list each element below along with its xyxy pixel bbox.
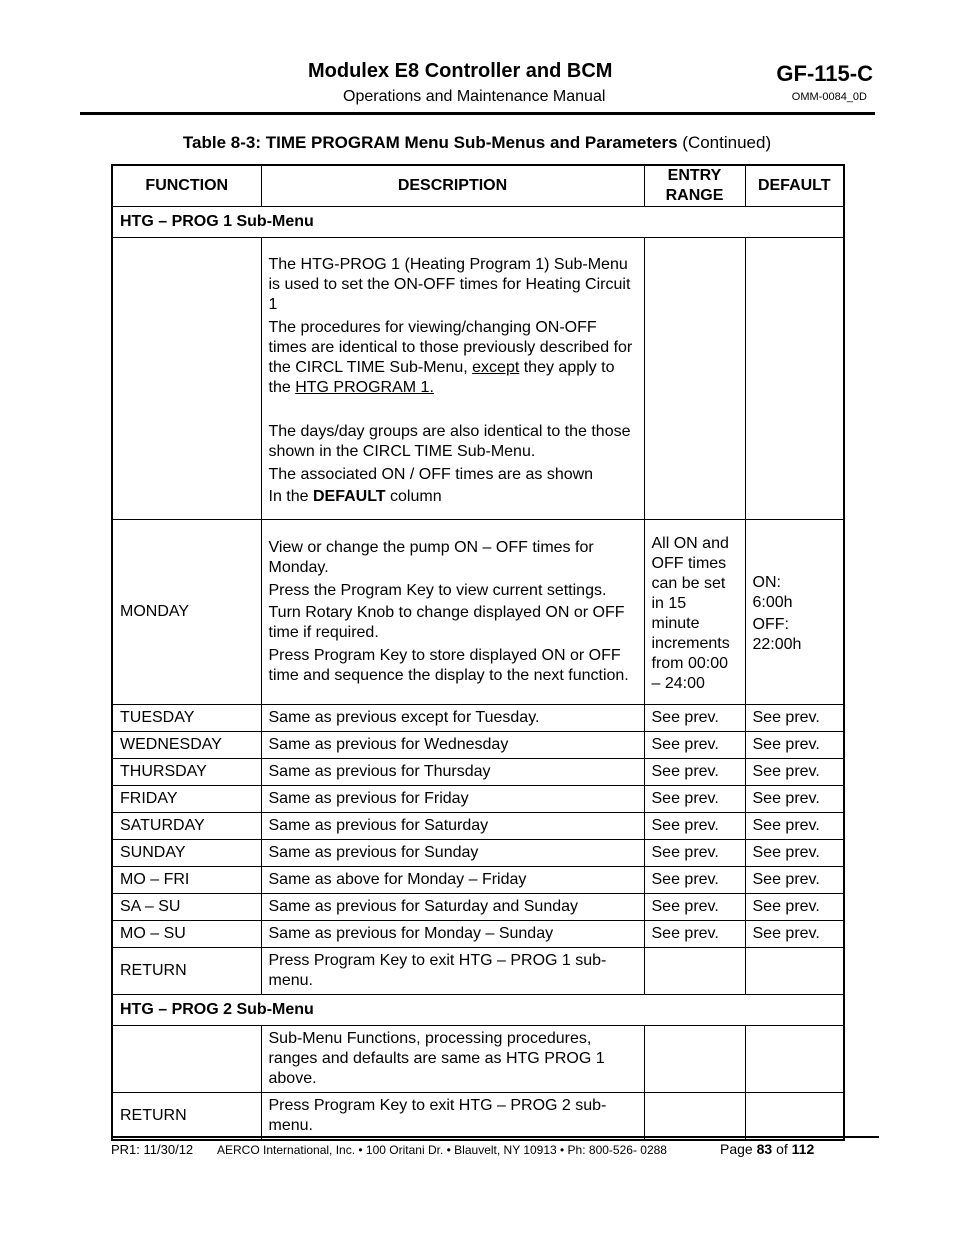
intro-p5-text-b: column xyxy=(390,487,442,505)
monday-desc-1: View or change the pump ON – OFF times for Monday. xyxy=(268,539,594,576)
return2-description: Press Program Key to exit HTG – PROG 2 sub-menu. xyxy=(261,1093,644,1140)
document-title: Modulex E8 Controller and BCM xyxy=(308,60,613,82)
intro-function xyxy=(112,238,261,520)
footer-page: 83 xyxy=(756,1141,773,1157)
row-default: See prev. xyxy=(745,921,844,948)
row-function: SATURDAY xyxy=(112,813,261,840)
intro-default xyxy=(745,238,844,520)
table-row xyxy=(112,921,844,948)
table-row xyxy=(112,840,844,867)
header-default: DEFAULT xyxy=(745,165,844,207)
monday-desc-2: Press the Program Key to view current settings. xyxy=(268,582,607,599)
page-header xyxy=(80,58,875,115)
document-revision: OMM-0084_0D xyxy=(791,91,867,103)
header-entry-range-line1: ENTRY xyxy=(667,167,722,184)
row-description: Same as previous for Friday xyxy=(261,786,644,813)
footer-page-number xyxy=(720,1141,814,1157)
footer-revision: PR1: 11/30/12 xyxy=(111,1142,194,1157)
row-range: See prev. xyxy=(644,894,745,921)
monday-range: All ON and OFF times can be set in 15 minute increments from 00:00 – 24:00 xyxy=(644,520,745,705)
intro-p2-program: HTG PROGRAM 1. xyxy=(295,378,434,396)
row-range: See prev. xyxy=(644,705,745,732)
table-row xyxy=(112,705,844,732)
intro-paragraph-2 xyxy=(269,318,637,398)
intro2-row xyxy=(112,1026,844,1093)
return2-range xyxy=(644,1093,745,1140)
row-range: See prev. xyxy=(644,921,745,948)
monday-desc-3: Turn Rotary Knob to change displayed ON or OFF time if required. xyxy=(268,604,625,641)
table-row xyxy=(112,867,844,894)
intro-p5-bold: DEFAULT xyxy=(312,487,386,505)
caption-continued: (Continued) xyxy=(682,133,772,152)
header-row xyxy=(112,165,844,207)
intro-paragraph-3: The days/day groups are also identical to the those shown in the CIRCL TIME Sub-Menu. xyxy=(268,422,631,460)
row-range: See prev. xyxy=(644,786,745,813)
row-range: See prev. xyxy=(644,867,745,894)
footer-of-label: of xyxy=(776,1141,788,1157)
row-range: See prev. xyxy=(644,813,745,840)
monday-row xyxy=(112,520,844,705)
table-row xyxy=(112,894,844,921)
table-row xyxy=(112,732,844,759)
monday-default-on: 6:00h xyxy=(752,593,793,611)
intro-description xyxy=(261,238,644,520)
row-function: THURSDAY xyxy=(112,759,261,786)
header-entry-range-line2: RANGE xyxy=(665,187,724,204)
footer-page-label: Page xyxy=(720,1141,753,1157)
row-default: See prev. xyxy=(745,705,844,732)
return1-description: Press Program Key to exit HTG – PROG 1 sub-menu. xyxy=(261,948,644,995)
monday-default-off-label: OFF: xyxy=(752,615,789,633)
time-program-table xyxy=(111,164,845,1141)
document-subtitle: Operations and Maintenance Manual xyxy=(343,88,606,105)
row-range: See prev. xyxy=(644,840,745,867)
row-function: MO – SU xyxy=(112,921,261,948)
row-function: WEDNESDAY xyxy=(112,732,261,759)
intro-paragraph-4: The associated ON / OFF times are as shown xyxy=(268,465,594,483)
intro2-range xyxy=(644,1026,745,1093)
page-footer xyxy=(111,1136,879,1157)
return-row-prog2 xyxy=(112,1093,844,1140)
row-function: MO – FRI xyxy=(112,867,261,894)
row-description: Same as previous for Saturday and Sunday xyxy=(261,894,644,921)
monday-desc-4: Press Program Key to store displayed ON or OFF time and sequence the display to the next function. xyxy=(268,647,629,684)
return1-range xyxy=(644,948,745,995)
row-description: Same as previous for Thursday xyxy=(261,759,644,786)
section-row xyxy=(112,995,844,1026)
table-row xyxy=(112,786,844,813)
intro-paragraph-1: The HTG-PROG 1 (Heating Program 1) Sub-Menu is used to set the ON-OFF times for Heating Circuit 1 xyxy=(268,255,631,313)
table-row xyxy=(112,813,844,840)
row-function: SA – SU xyxy=(112,894,261,921)
intro-paragraph-5 xyxy=(269,487,637,507)
table-caption xyxy=(0,133,954,153)
row-function: FRIDAY xyxy=(112,786,261,813)
return2-function: RETURN xyxy=(112,1093,261,1140)
monday-description xyxy=(261,520,644,705)
intro-p2-text-b: they apply to the xyxy=(268,358,615,396)
row-default: See prev. xyxy=(745,894,844,921)
row-description: Same as above for Monday – Friday xyxy=(261,867,644,894)
footer-company: AERCO International, Inc. • 100 Oritani Dr. • Blauvelt, NY 10913 • Ph: 800-526- 0288 xyxy=(217,1143,667,1157)
row-default: See prev. xyxy=(745,732,844,759)
caption-bold: Table 8-3: TIME PROGRAM Menu Sub-Menus and Parameters xyxy=(182,133,678,152)
return1-function: RETURN xyxy=(112,948,261,995)
intro2-description: Sub-Menu Functions, processing procedures, ranges and defaults are same as HTG PROG 1 above. xyxy=(261,1026,644,1093)
row-description: Same as previous for Monday – Sunday xyxy=(261,921,644,948)
row-function: TUESDAY xyxy=(112,705,261,732)
row-description: Same as previous except for Tuesday. xyxy=(261,705,644,732)
intro2-function xyxy=(112,1026,261,1093)
section-row xyxy=(112,207,844,238)
intro-range xyxy=(644,238,745,520)
row-description: Same as previous for Wednesday xyxy=(261,732,644,759)
row-default: See prev. xyxy=(745,786,844,813)
header-function: FUNCTION xyxy=(112,165,261,207)
intro2-default xyxy=(745,1026,844,1093)
row-range: See prev. xyxy=(644,732,745,759)
document-number: GF-115-C xyxy=(776,61,873,86)
section-title-prog1: HTG – PROG 1 Sub-Menu xyxy=(112,207,844,238)
intro-p5-text: In the xyxy=(268,487,309,505)
row-default: See prev. xyxy=(745,813,844,840)
row-default: See prev. xyxy=(745,867,844,894)
return-row-prog1 xyxy=(112,948,844,995)
row-default: See prev. xyxy=(745,840,844,867)
return1-default xyxy=(745,948,844,995)
footer-total-pages: 112 xyxy=(791,1141,815,1157)
section-title-prog2: HTG – PROG 2 Sub-Menu xyxy=(112,995,844,1026)
monday-default xyxy=(745,520,844,705)
row-description: Same as previous for Saturday xyxy=(261,813,644,840)
monday-function: MONDAY xyxy=(112,520,261,705)
monday-default-on-label: ON: xyxy=(752,573,781,591)
row-function: SUNDAY xyxy=(112,840,261,867)
return2-default xyxy=(745,1093,844,1140)
table-row xyxy=(112,759,844,786)
row-range: See prev. xyxy=(644,759,745,786)
row-default: See prev. xyxy=(745,759,844,786)
monday-default-off: 22:00h xyxy=(752,635,802,653)
header-entry-range xyxy=(644,165,745,207)
intro-p2-text: The procedures for viewing/changing ON-OFF times are identical to those previously described for the CIRCL TIME Sub-Menu, xyxy=(268,318,633,376)
intro-p2-except: except xyxy=(472,358,520,376)
header-description: DESCRIPTION xyxy=(261,165,644,207)
intro-row xyxy=(112,238,844,520)
row-description: Same as previous for Sunday xyxy=(261,840,644,867)
